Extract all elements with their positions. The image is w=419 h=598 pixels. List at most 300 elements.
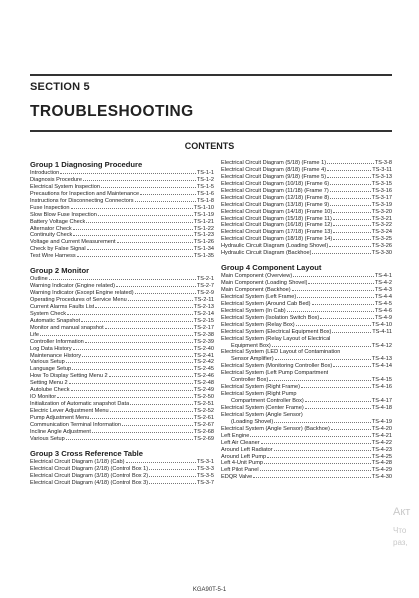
toc-entry-title: Electrical System (Relay Box)	[221, 321, 295, 328]
leader-dots	[85, 342, 193, 343]
watermark-line-1: Акт	[393, 506, 411, 518]
leader-dots	[71, 208, 193, 209]
leader-dots	[312, 304, 374, 305]
toc-entry[interactable]	[30, 436, 214, 443]
toc-entry-line	[30, 239, 214, 246]
toc-entry-title: Electrical System (Monitoring Controller Box)	[221, 363, 333, 370]
leader-dots	[333, 219, 371, 220]
toc-entry[interactable]	[30, 219, 214, 226]
leader-dots	[105, 328, 193, 329]
toc-entry[interactable]	[30, 325, 214, 332]
toc-entry-line	[30, 276, 214, 283]
toc-entry-title: Left 4-Unit Pump	[221, 460, 263, 467]
toc-entry[interactable]	[30, 311, 214, 318]
toc-entry-title: Main Component (Loading Shovel)	[221, 280, 308, 287]
toc-entry-line	[221, 195, 392, 202]
toc-entry-line	[30, 226, 214, 233]
toc-entry-title: Electrical Circuit Diagram (13/18) (Frame 9)	[221, 201, 330, 208]
toc-entry-title: Left Air Cleaner	[221, 439, 260, 446]
toc-entry-line	[231, 356, 392, 363]
toc-entry-title: Life	[30, 331, 40, 338]
toc-entry[interactable]	[30, 276, 214, 283]
toc-entry-page: TS-4-17	[371, 398, 392, 404]
toc-entry-page: TS-4-14	[371, 363, 392, 370]
toc-entry-page: TS-2-39	[193, 338, 214, 345]
toc-entry-title: Electrical System (Electrical Equipment Box)	[221, 328, 332, 335]
toc-entry[interactable]	[30, 177, 214, 184]
toc-entry[interactable]	[30, 459, 214, 466]
toc-entry-title-cont-text: Equipment Box)	[231, 342, 271, 349]
toc-entry-page: TS-2-61	[193, 414, 214, 421]
toc-entry-title: Log Data History	[30, 345, 72, 352]
toc-entry-title: Incline Angle Adjustment	[30, 428, 91, 435]
toc-entry-line	[221, 391, 392, 398]
leader-dots	[297, 297, 374, 298]
toc-entry-page: TS-4-25	[371, 453, 392, 460]
toc-entry-title: Outline	[30, 276, 48, 283]
toc-entry[interactable]	[30, 473, 214, 480]
toc-entry-title: Electrical Circuit Diagram (2/18) (Control Box 1)	[30, 465, 149, 472]
toc-entry-title: Warning Indicator (Except Engine related)	[30, 290, 134, 297]
toc-entry-title: Test Wire Harness	[30, 253, 76, 260]
toc-entry[interactable]	[221, 363, 392, 370]
toc-entry-line	[30, 459, 214, 466]
toc-entry-line	[231, 377, 392, 384]
toc-entry-line	[221, 460, 392, 467]
toc-entry-page: TS-4-11	[372, 328, 392, 335]
toc-entry-title: Electrical Circuit Diagram (11/18) (Frame 7)	[221, 187, 329, 194]
toc-entry[interactable]	[30, 466, 214, 473]
toc-entry-title: Diagnosis Procedure	[30, 176, 82, 183]
toc-entry[interactable]	[221, 460, 392, 467]
toc-entry-title: Electrical System (Left Frame)	[221, 293, 297, 300]
leader-dots	[57, 397, 193, 398]
toc-entry-title: Electrical Circuit Diagram (10/18) (Frame 6)	[221, 180, 330, 187]
toc-entry[interactable]	[30, 339, 214, 346]
toc-entry[interactable]	[30, 387, 214, 394]
toc-entry-page: TS-3-26	[371, 243, 392, 250]
toc-group	[30, 160, 214, 260]
toc-entry[interactable]	[221, 280, 392, 287]
toc-entry[interactable]	[30, 394, 214, 401]
toc-entry-line	[221, 447, 392, 454]
toc-entry[interactable]	[221, 250, 392, 257]
toc-entry[interactable]	[30, 359, 214, 366]
leader-dots	[101, 187, 196, 188]
toc-group	[221, 160, 392, 257]
toc-entry[interactable]	[30, 290, 214, 297]
leader-dots	[60, 173, 196, 174]
toc-entry-line	[221, 405, 392, 412]
toc-entry[interactable]	[30, 205, 214, 212]
toc-entry[interactable]	[221, 195, 392, 202]
toc-entry[interactable]	[30, 226, 214, 233]
toc-entry[interactable]	[30, 253, 214, 260]
toc-entry-page: TS-4-19	[371, 418, 392, 425]
leader-dots	[86, 222, 192, 223]
toc-entry-page: TS-4-22	[371, 439, 392, 446]
contents-heading: CONTENTS	[184, 141, 235, 151]
toc-entry-title: Instructions for Disconnecting Connectors	[30, 197, 134, 204]
toc-entry[interactable]	[221, 412, 392, 426]
top-rule	[30, 74, 392, 76]
toc-entry-line	[30, 473, 214, 480]
toc-entry[interactable]	[30, 332, 214, 339]
toc-entry-page: TS-4-28	[371, 460, 392, 467]
toc-entry[interactable]	[221, 440, 392, 447]
toc-entry-line	[30, 401, 214, 408]
toc-entry-title: Electric Lever Adjustment Menu	[30, 408, 109, 414]
toc-entry-line	[30, 332, 214, 339]
leader-dots	[312, 253, 370, 254]
leader-dots	[71, 390, 193, 391]
toc-entry-page: TS-3-5	[196, 472, 214, 479]
toc-entry[interactable]	[221, 391, 392, 405]
leader-dots	[292, 290, 374, 291]
leader-dots	[333, 225, 370, 226]
leader-dots	[95, 307, 192, 308]
watermark-line-3: раз,	[393, 538, 408, 547]
toc-entry-page: TS-3-16	[371, 187, 392, 194]
toc-entry-line	[30, 466, 214, 473]
leader-dots	[73, 349, 193, 350]
toc-entry-page: TS-3-25	[371, 236, 392, 243]
toc-entry-title: Electrical System (Isolation Switch Box)	[221, 314, 320, 321]
toc-entry[interactable]	[221, 370, 392, 384]
toc-entry[interactable]	[221, 384, 392, 391]
leader-dots	[253, 477, 370, 478]
toc-entry-page: TS-4-5	[374, 300, 392, 307]
toc-entry[interactable]	[221, 467, 392, 474]
toc-entry-page: TS-2-41	[193, 352, 214, 359]
toc-entry-page: TS-4-3	[374, 287, 392, 293]
leader-dots	[117, 242, 193, 243]
toc-entry[interactable]	[221, 287, 392, 294]
toc-entry[interactable]	[221, 236, 392, 243]
toc-entry-page: TS-2-11	[194, 297, 214, 303]
toc-entry-title: Various Setup	[30, 359, 65, 366]
toc-entry-title: Alternator Check	[30, 225, 72, 232]
leader-dots	[40, 335, 193, 336]
toc-entry-line	[30, 318, 214, 325]
toc-entry[interactable]	[221, 188, 392, 195]
toc-entry-line	[30, 346, 214, 353]
toc-entry-line	[30, 480, 214, 487]
toc-entry-line	[30, 436, 214, 443]
group-title: Group 4 Component Layout	[221, 263, 322, 273]
toc-entry[interactable]	[221, 405, 392, 412]
leader-dots	[73, 229, 193, 230]
toc-entry[interactable]	[30, 366, 214, 373]
toc-entry-title-cont-text: (Loading Shovel)	[231, 418, 274, 425]
toc-entry[interactable]	[30, 380, 214, 387]
toc-entry-line	[30, 408, 214, 415]
leader-dots	[49, 279, 196, 280]
toc-entry-title: Electrical System (Angle Sensor)	[221, 411, 303, 418]
toc-entry-page: TS-4-23	[371, 446, 392, 453]
toc-entry-line	[221, 167, 392, 174]
toc-entry[interactable]	[30, 408, 214, 415]
leader-dots	[269, 380, 370, 381]
toc-entry-title: Electrical Circuit Diagram (16/18) (Frame 12)	[221, 222, 333, 229]
toc-entry-line	[30, 429, 214, 436]
toc-entry-line	[231, 398, 392, 405]
toc-entry-page: TS-4-6	[374, 307, 392, 314]
toc-entry[interactable]	[221, 167, 392, 174]
toc-entry[interactable]	[221, 222, 392, 229]
toc-entry[interactable]	[221, 160, 392, 167]
toc-entry[interactable]	[30, 318, 214, 325]
toc-entry-page: TS-3-15	[371, 180, 392, 187]
toc-entry-page: TS-3-1	[196, 458, 214, 465]
section-label: SECTION 5	[30, 81, 90, 93]
toc-entry-line	[30, 353, 214, 360]
toc-entry-line	[221, 188, 392, 195]
toc-entry-page: TS-1-6	[196, 190, 214, 197]
toc-entry-page: TS-2-1	[196, 276, 214, 283]
toc-entry-line	[221, 336, 392, 343]
toc-entry-line	[221, 209, 392, 216]
leader-dots	[329, 246, 371, 247]
toc-entry-title: Precautions for Inspection and Maintenance	[30, 190, 140, 197]
toc-entry-line	[30, 359, 214, 366]
toc-entry-page: TS-4-29	[371, 467, 392, 474]
toc-entry-page: TS-3-8	[374, 160, 392, 166]
toc-entry-page: TS-2-51	[193, 401, 214, 408]
toc-entry[interactable]	[30, 239, 214, 246]
toc-entry-page: TS-1-23	[193, 232, 214, 239]
toc-entry-title: Setting Menu 2	[30, 380, 68, 387]
toc-entry[interactable]	[221, 308, 392, 315]
toc-entry-page: TS-2-15	[193, 317, 214, 324]
leader-dots	[287, 311, 374, 312]
toc-entry[interactable]	[221, 202, 392, 209]
toc-entry-page: TS-4-10	[371, 321, 392, 328]
toc-entry-line	[30, 246, 214, 253]
toc-entry-title: Left Pilot Panel	[221, 467, 259, 474]
leader-dots	[128, 300, 194, 301]
toc-entry-line	[231, 419, 392, 426]
toc-entry-title: Electrical System (LED Layout of Contamination	[221, 349, 341, 356]
toc-entry-title: Electrical System (Center Frame)	[221, 404, 304, 411]
toc-entry-page: TS-3-21	[371, 215, 392, 222]
leader-dots	[332, 332, 371, 333]
toc-entry-page: TS-1-10	[193, 204, 214, 211]
toc-entry-title: Hydraulic Circuit Diagram (Backhoe)	[221, 250, 312, 257]
toc-entry-page: TS-2-45	[193, 366, 214, 373]
toc-entry-line	[30, 283, 214, 290]
toc-entry[interactable]	[30, 246, 214, 253]
leader-dots	[330, 198, 371, 199]
toc-entry-title: Electrical Circuit Diagram (4/18) (Control Box 3)	[30, 479, 149, 486]
toc-entry[interactable]	[30, 304, 214, 311]
toc-entry[interactable]	[30, 422, 214, 429]
toc-entry-line	[30, 191, 214, 198]
toc-entry-line	[221, 273, 392, 280]
toc-entry-page: TS-3-11	[372, 166, 392, 173]
toc-entry-line	[221, 454, 392, 461]
toc-entry-page: TS-2-14	[193, 310, 214, 317]
toc-entry-line	[221, 202, 392, 209]
toc-entry-title: Electrical Circuit Diagram (15/18) (Frame 11)	[221, 215, 332, 222]
toc-entry[interactable]	[221, 301, 392, 308]
toc-entry-title: Electrical Circuit Diagram (18/18) (Frame 14)	[221, 236, 333, 243]
toc-entry[interactable]	[30, 232, 214, 239]
toc-group	[221, 263, 392, 481]
toc-entry[interactable]	[221, 426, 392, 433]
toc-entry-line	[221, 315, 392, 322]
toc-entry-title: Voltage and Current Measurement	[30, 239, 116, 246]
toc-entry[interactable]	[221, 329, 392, 336]
toc-entry[interactable]	[221, 322, 392, 329]
toc-entry[interactable]	[221, 229, 392, 236]
toc-entry[interactable]	[30, 401, 214, 408]
toc-entry-title: Initialization of Automatic snapshot Data	[30, 401, 130, 408]
toc-entry[interactable]	[221, 209, 392, 216]
leader-dots	[149, 476, 196, 477]
leader-dots	[330, 191, 371, 192]
toc-entry[interactable]	[221, 315, 392, 322]
toc-entry[interactable]	[30, 283, 214, 290]
toc-entry-title: Automatic Snapshot	[30, 317, 81, 324]
toc-entry[interactable]	[30, 429, 214, 436]
group-title: Group 3 Cross Reference Table	[30, 448, 143, 458]
leader-dots	[308, 283, 373, 284]
toc-entry[interactable]	[30, 415, 214, 422]
toc-entry[interactable]	[221, 273, 392, 280]
toc-entry[interactable]	[30, 480, 214, 487]
toc-entry-line	[30, 304, 214, 311]
toc-entry-title: System Check	[30, 310, 67, 317]
leader-dots	[135, 293, 196, 294]
toc-entry-page: TS-2-49	[193, 387, 214, 394]
toc-entry-line	[30, 198, 214, 205]
toc-entry[interactable]	[221, 336, 392, 350]
toc-entry-title: Electrical System (Relay Layout of Electrical	[221, 335, 331, 342]
toc-entry-title-continued	[221, 398, 392, 405]
toc-entry-line	[221, 229, 392, 236]
leader-dots	[260, 470, 371, 471]
toc-entry[interactable]	[221, 474, 392, 481]
toc-entry[interactable]	[221, 243, 392, 250]
toc-entry-title: Hydraulic Circuit Diagram (Loading Shovel)	[221, 243, 329, 250]
leader-dots	[81, 321, 193, 322]
leader-dots	[301, 387, 371, 388]
toc-entry-page: TS-3-3	[196, 465, 214, 472]
toc-entry-title: Communication Terminal Information	[30, 421, 121, 428]
toc-entry-line	[30, 184, 214, 191]
toc-entry[interactable]	[30, 170, 214, 177]
toc-entry-line	[221, 370, 392, 377]
toc-entry[interactable]	[30, 297, 214, 304]
toc-entry-title: Left Engine	[221, 432, 250, 439]
leader-dots	[66, 362, 193, 363]
toc-entry[interactable]	[221, 216, 392, 223]
toc-entry[interactable]	[221, 349, 392, 363]
leader-dots	[333, 366, 370, 367]
toc-entry[interactable]	[30, 198, 214, 205]
toc-entry-title: Check by False Signal	[30, 246, 86, 253]
toc-entry[interactable]	[30, 353, 214, 360]
toc-entry[interactable]	[221, 447, 392, 454]
toc-entry-line	[30, 380, 214, 387]
toc-entry-line	[221, 174, 392, 181]
leader-dots	[327, 163, 374, 164]
toc-entry-line	[30, 387, 214, 394]
toc-entry-line	[221, 181, 392, 188]
toc-entry-page: TS-1-26	[193, 239, 214, 246]
toc-entry-title: Electrical System (Left Pump Compartment	[221, 370, 329, 377]
toc-entry-line	[221, 322, 392, 329]
leader-dots	[333, 232, 370, 233]
toc-entry-page: TS-4-13	[371, 356, 392, 363]
toc-entry-page: TS-3-13	[371, 173, 392, 180]
toc-entry-title: Fuse Inspection	[30, 204, 70, 211]
toc-entry[interactable]	[30, 212, 214, 219]
leader-dots	[305, 401, 371, 402]
leader-dots	[331, 429, 371, 430]
toc-entry[interactable]	[30, 184, 214, 191]
toc-entry-page: TS-1-1	[196, 170, 214, 176]
toc-entry-title: Electrical Circuit Diagram (17/18) (Frame 13)	[221, 229, 333, 236]
toc-entry-page: TS-1-8	[196, 197, 214, 204]
toc-entry-title: Electrical Circuit Diagram (5/18) (Frame 1)	[221, 160, 327, 166]
leader-dots	[130, 404, 193, 405]
toc-entry-line	[221, 250, 392, 257]
toc-entry[interactable]	[221, 174, 392, 181]
toc-group	[30, 449, 214, 487]
toc-entry-title-cont-text: Sensor Amplifier)	[231, 356, 274, 363]
toc-entry-line	[221, 363, 392, 370]
toc-entry-page: TS-2-38	[193, 331, 214, 338]
leader-dots	[98, 215, 193, 216]
toc-entry-line	[221, 301, 392, 308]
leader-dots	[72, 369, 193, 370]
toc-entry[interactable]	[221, 433, 392, 440]
toc-entry-title: Main Component (Backhoe)	[221, 287, 291, 293]
toc-entry-page: TS-2-50	[193, 394, 214, 401]
leader-dots	[274, 422, 370, 423]
toc-entry-title: Language Setup	[30, 366, 72, 373]
leader-dots	[109, 376, 193, 377]
leader-dots	[140, 194, 196, 195]
toc-entry-page: TS-1-5	[196, 183, 214, 190]
toc-entry-title: Around Left Pump	[221, 453, 267, 460]
toc-entry-title: Battery Voltage Check	[30, 218, 86, 225]
toc-entry[interactable]	[221, 454, 392, 461]
toc-entry-page: TS-3-7	[196, 479, 214, 486]
toc-entry-title: Electrical Circuit Diagram (12/18) (Frame 8)	[221, 194, 330, 201]
leader-dots	[327, 177, 371, 178]
toc-entry[interactable]	[30, 346, 214, 353]
toc-entry-title: Pump Adjustment Menu	[30, 414, 90, 421]
toc-entry-page: TS-3-19	[371, 201, 392, 208]
toc-entry-page: TS-1-19	[193, 211, 214, 218]
toc-entry-page: TS-2-46	[193, 373, 214, 380]
toc-entry[interactable]	[221, 294, 392, 301]
toc-entry-line	[221, 222, 392, 229]
toc-entry[interactable]	[30, 373, 214, 380]
toc-entry-line	[30, 170, 214, 177]
toc-entry-line	[30, 232, 214, 239]
leader-dots	[293, 276, 374, 277]
toc-entry-page: TS-2-69	[193, 435, 214, 442]
toc-entry-page: TS-4-9	[374, 314, 392, 321]
toc-entry-title-continued	[221, 356, 392, 363]
watermark-lines	[393, 525, 408, 549]
toc-entry[interactable]	[221, 181, 392, 188]
toc-entry[interactable]	[30, 191, 214, 198]
